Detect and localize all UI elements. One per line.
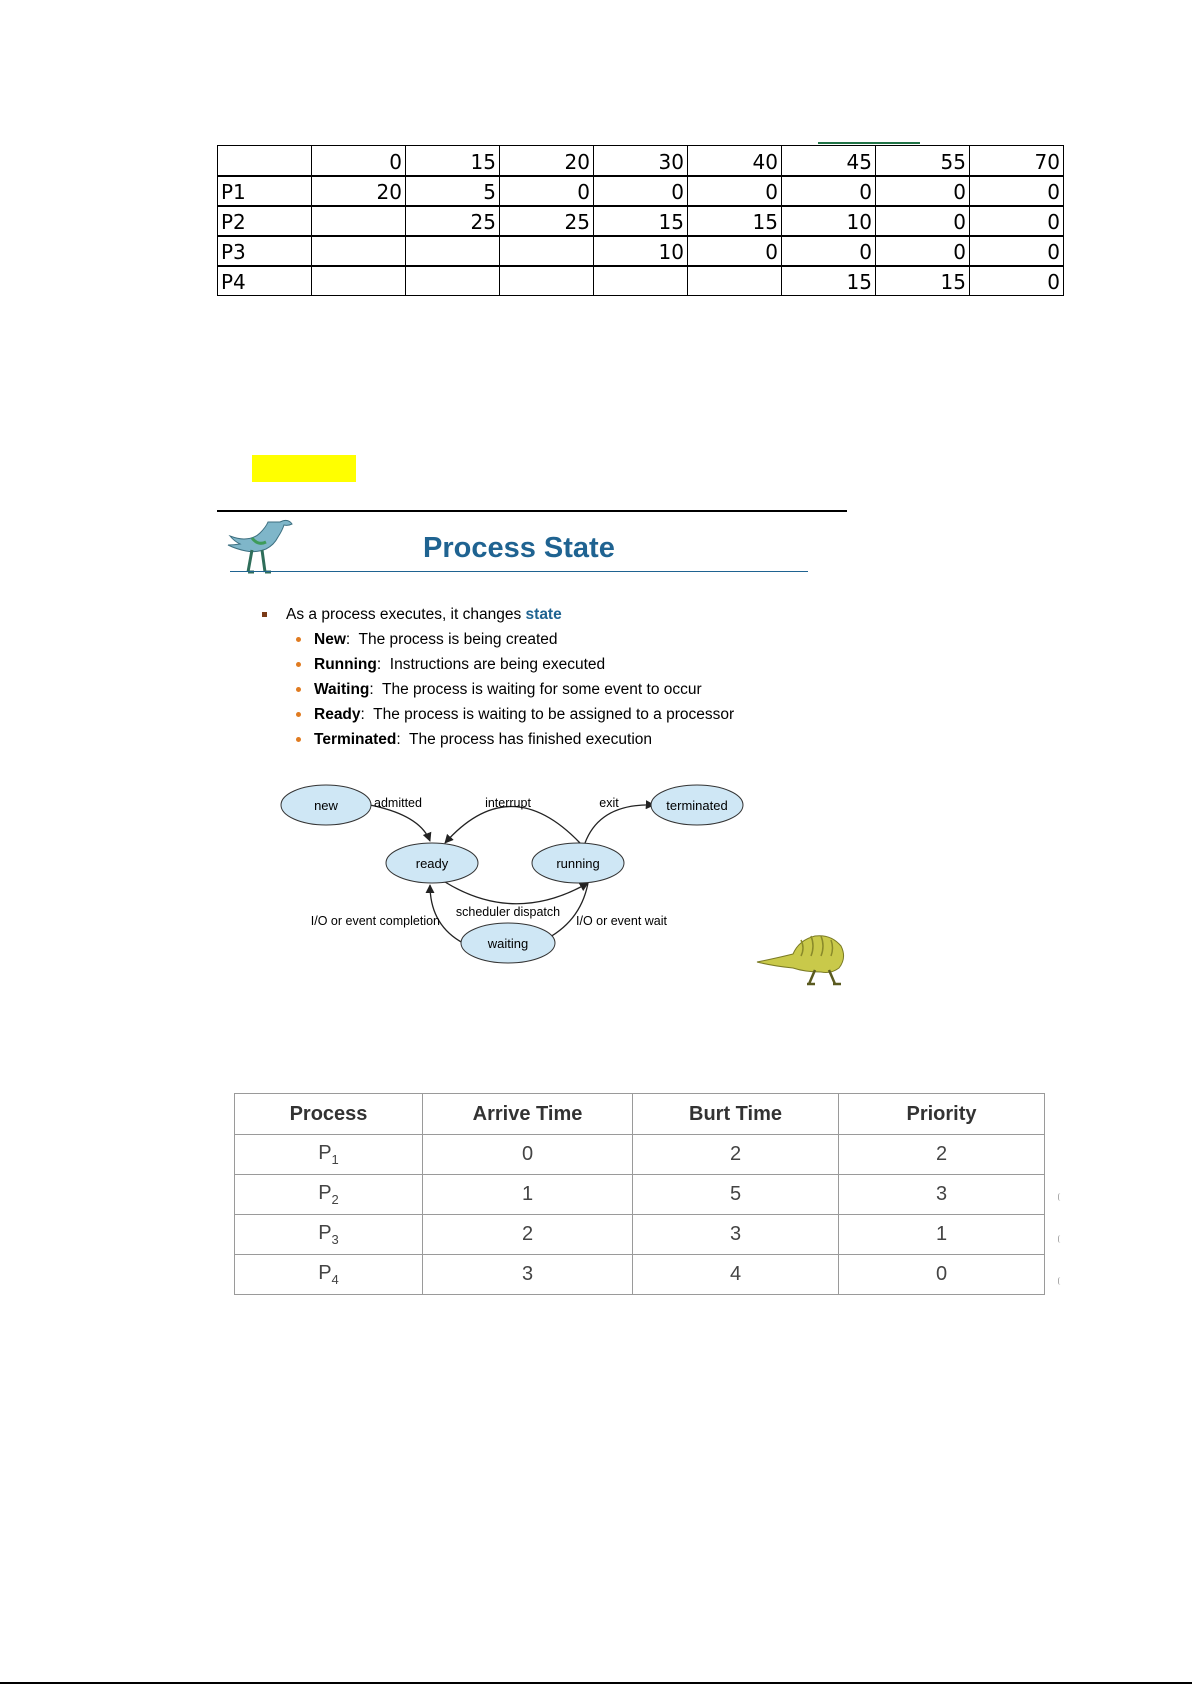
table-row xyxy=(218,176,1064,206)
yellow-highlight-block xyxy=(252,455,356,482)
table-cell: 20 xyxy=(312,176,406,206)
svg-text:terminated: terminated xyxy=(666,798,728,813)
table-row xyxy=(218,266,1064,296)
row-label: P3 xyxy=(218,236,312,266)
column-header: Burt Time xyxy=(633,1094,839,1135)
table-cell xyxy=(594,266,688,296)
exit-arrow xyxy=(585,805,654,843)
column-header: Priority xyxy=(839,1094,1045,1135)
list-item: Terminated: The process has finished execution xyxy=(262,727,734,752)
priority-cell: 0 xyxy=(839,1255,1045,1295)
table-cell: 15 xyxy=(782,266,876,296)
row-label: P2 xyxy=(218,206,312,236)
table-cell: 30 xyxy=(594,146,688,176)
term: Terminated xyxy=(314,731,397,748)
state-running xyxy=(532,843,624,883)
dinosaur-corner-icon xyxy=(755,930,850,986)
burst-cell: 4 xyxy=(633,1255,839,1295)
column-header: Arrive Time xyxy=(423,1094,633,1135)
dot-bullet-icon xyxy=(296,637,301,642)
table-cell: 25 xyxy=(406,206,500,236)
table-row xyxy=(235,1215,1045,1255)
arrive-cell: 1 xyxy=(423,1175,633,1215)
dot-bullet-icon xyxy=(296,712,301,717)
description: The process is being created xyxy=(358,631,558,648)
label-scheduler-dispatch: scheduler dispatch xyxy=(455,905,561,919)
table-cell: 0 xyxy=(970,266,1064,296)
table-row xyxy=(235,1175,1045,1215)
priority-cell: 3 xyxy=(839,1175,1045,1215)
label-io-wait: I/O or event wait xyxy=(576,914,668,928)
table-cell xyxy=(312,206,406,236)
bullet-text: As a process executes, it changes xyxy=(286,606,526,623)
column-header: Process xyxy=(235,1094,423,1135)
table-row xyxy=(235,1255,1045,1295)
state-keyword: state xyxy=(525,606,562,623)
svg-text:running: running xyxy=(556,856,600,871)
table-header-row xyxy=(235,1094,1045,1135)
table-cell xyxy=(312,266,406,296)
table-row xyxy=(218,236,1064,266)
table-cell xyxy=(688,266,782,296)
label-exit: exit xyxy=(599,796,619,810)
description: The process is waiting to be assigned to a processor xyxy=(373,706,735,723)
table-cell: 0 xyxy=(876,236,970,266)
table-cell: 5 xyxy=(406,176,500,206)
table-cell: 0 xyxy=(688,176,782,206)
label-interrupt: interrupt xyxy=(485,796,531,810)
slide-title: Process State xyxy=(423,532,615,564)
table-cell: 0 xyxy=(876,176,970,206)
arrive-cell: 0 xyxy=(423,1135,633,1175)
table-row xyxy=(218,206,1064,236)
table-cell: 0 xyxy=(594,176,688,206)
svg-text:new: new xyxy=(314,798,338,813)
list-item: Running: Instructions are being executed xyxy=(262,652,734,677)
list-item: Waiting: The process is waiting for some event to occur xyxy=(262,677,734,702)
term: Running xyxy=(314,656,377,673)
table-cell: 0 xyxy=(782,176,876,206)
table-cell xyxy=(500,266,594,296)
burst-cell: 3 xyxy=(633,1215,839,1255)
table-cell: 15 xyxy=(594,206,688,236)
process-cell: $P_3$ xyxy=(235,1215,423,1255)
table-cell xyxy=(406,266,500,296)
term: Ready xyxy=(314,706,361,723)
state-terminated xyxy=(651,785,743,825)
dispatch-arrow xyxy=(445,882,588,904)
label-io-completion: I/O or event completion xyxy=(310,914,440,928)
bullet-list xyxy=(262,602,734,752)
slide-top-rule xyxy=(217,510,847,512)
state-waiting xyxy=(461,923,555,963)
table-cell: 15 xyxy=(688,206,782,236)
description: The process is waiting for some event to occur xyxy=(382,681,702,698)
svg-text:ready: ready xyxy=(415,856,449,871)
admitted-arrow xyxy=(370,805,430,841)
table-cell: 0 xyxy=(688,236,782,266)
table-cell: 0 xyxy=(782,236,876,266)
table-cell xyxy=(312,236,406,266)
term: Waiting xyxy=(314,681,370,698)
table-cell: 45 xyxy=(782,146,876,176)
state-ready xyxy=(386,843,478,883)
table-cell: 55 xyxy=(876,146,970,176)
process-priority-table xyxy=(234,1093,1045,1295)
page-bottom-rule xyxy=(0,1682,1192,1684)
table-cell: 20 xyxy=(500,146,594,176)
table-cell: 40 xyxy=(688,146,782,176)
table-cell: 10 xyxy=(594,236,688,266)
table-cell: 0 xyxy=(876,206,970,236)
table-cell: 0 xyxy=(970,176,1064,206)
process-cell: $P_1$ xyxy=(235,1135,423,1175)
list-item: Ready: The process is waiting to be assigned to a processor xyxy=(262,702,734,727)
priority-cell: 1 xyxy=(839,1215,1045,1255)
table-cell: 0 xyxy=(500,176,594,206)
label-admitted: admitted xyxy=(374,796,422,810)
table-cell xyxy=(218,146,312,176)
cropped-mark xyxy=(1058,1277,1063,1285)
table-cell: 0 xyxy=(312,146,406,176)
table-cell xyxy=(406,236,500,266)
table-cell: 10 xyxy=(782,206,876,236)
table-cell xyxy=(500,236,594,266)
table-cell: 15 xyxy=(406,146,500,176)
list-item xyxy=(262,602,734,627)
selected-cell-marker xyxy=(818,142,920,144)
description: The process has finished execution xyxy=(409,731,653,748)
interrupt-arrow xyxy=(445,807,580,844)
square-bullet-icon xyxy=(262,612,267,617)
process-cell: $P_2$ xyxy=(235,1175,423,1215)
state-new xyxy=(281,785,371,825)
table-cell: 0 xyxy=(970,236,1064,266)
table-header-row xyxy=(218,146,1064,176)
arrive-cell: 2 xyxy=(423,1215,633,1255)
arrive-cell: 3 xyxy=(423,1255,633,1295)
row-label: P4 xyxy=(218,266,312,296)
svg-text:waiting: waiting xyxy=(487,936,529,951)
table-cell: 15 xyxy=(876,266,970,296)
priority-cell: 2 xyxy=(839,1135,1045,1175)
title-underline xyxy=(230,571,808,572)
dot-bullet-icon xyxy=(296,662,301,667)
process-state-diagram xyxy=(270,775,790,975)
table-cell: 70 xyxy=(970,146,1064,176)
dot-bullet-icon xyxy=(296,687,301,692)
dot-bullet-icon xyxy=(296,737,301,742)
cropped-mark xyxy=(1058,1193,1063,1201)
description: Instructions are being executed xyxy=(389,656,606,673)
term: New xyxy=(314,631,346,648)
burst-cell: 5 xyxy=(633,1175,839,1215)
process-cell: $P_4$ xyxy=(235,1255,423,1295)
table-cell: 0 xyxy=(970,206,1064,236)
table-cell: 25 xyxy=(500,206,594,236)
burst-cell: 2 xyxy=(633,1135,839,1175)
cropped-mark xyxy=(1058,1235,1063,1243)
table-row xyxy=(235,1135,1045,1175)
row-label: P1 xyxy=(218,176,312,206)
list-item: New: The process is being created xyxy=(262,627,734,652)
remaining-time-table xyxy=(217,145,1064,296)
